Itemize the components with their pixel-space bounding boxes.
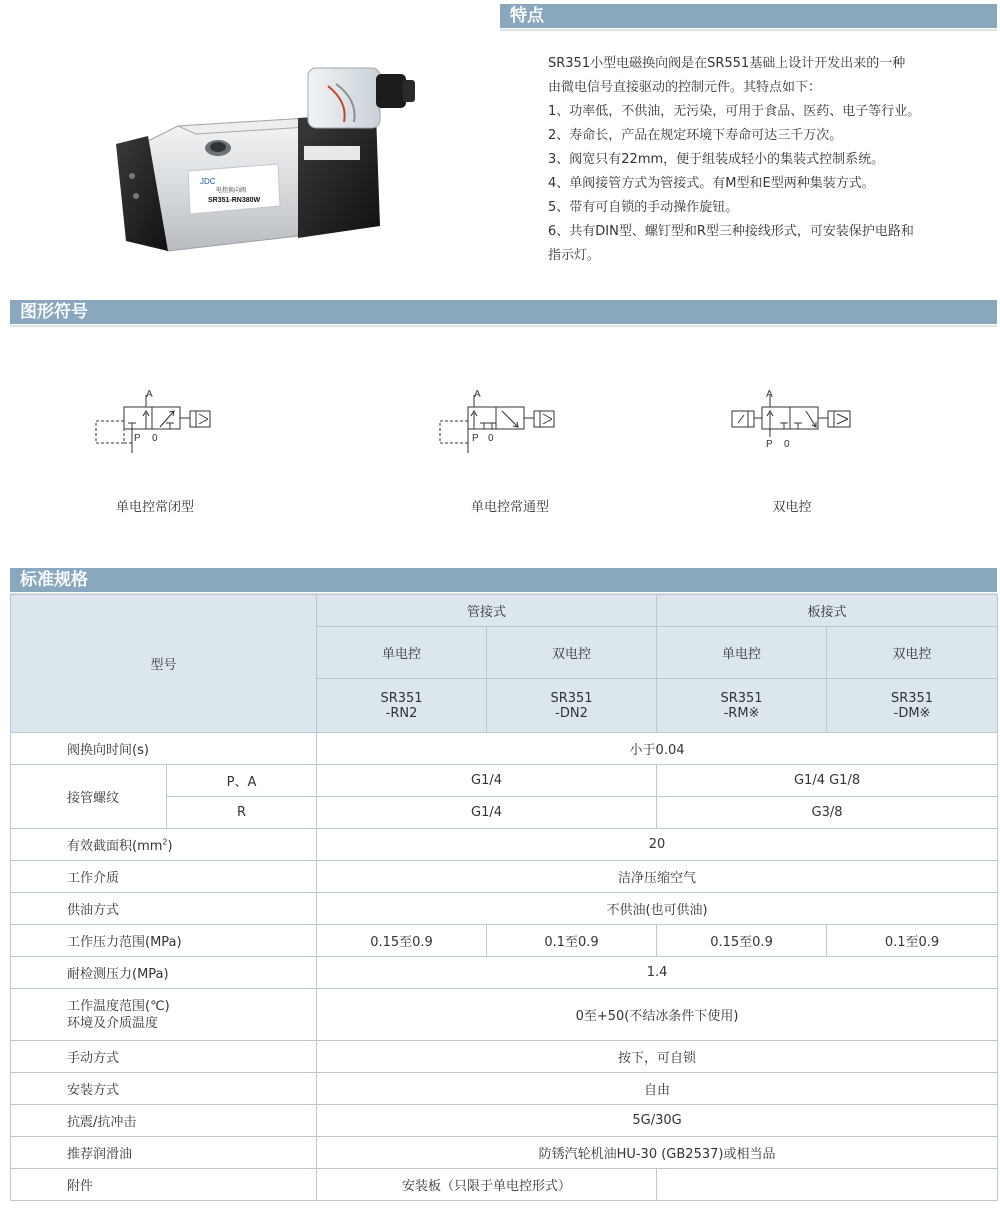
- row-value: G1/4: [317, 765, 657, 797]
- model-code: [487, 679, 657, 733]
- table-row: [11, 1041, 998, 1073]
- solenoid-valve-product-image: [108, 56, 428, 266]
- features-line: SR351小型电磁换向阀是在SR551基础上设计开发出来的一种: [548, 56, 906, 71]
- superscript: 2: [162, 837, 168, 847]
- features-line: 3、阀宽只有22mm，便于组装成轻小的集装式控制系统。: [548, 152, 885, 167]
- model-code-line: SR351: [380, 690, 423, 706]
- section-underline: [500, 29, 997, 31]
- row-label-line: 工作温度范围(℃): [67, 998, 170, 1014]
- table-row: [11, 765, 998, 797]
- row-label: 安装方式: [11, 1073, 317, 1105]
- row-value: 0.15至0.9: [657, 925, 827, 957]
- row-sublabel: P、A: [167, 765, 317, 797]
- valve-symbol-single-no: [432, 385, 572, 465]
- valve-symbol-single-nc: [88, 385, 228, 465]
- port-a-label: A: [146, 389, 153, 400]
- row-value: 洁净压缩空气: [317, 861, 998, 893]
- row-label: 接管螺纹: [11, 765, 167, 829]
- row-label: [11, 989, 317, 1041]
- model-code-line: -RN2: [385, 705, 418, 721]
- row-label: 手动方式: [11, 1041, 317, 1073]
- row-label: 抗震/抗冲击: [11, 1105, 317, 1137]
- sub-header: 单电控: [317, 627, 487, 679]
- table-row: [11, 733, 998, 765]
- table-row: [11, 925, 998, 957]
- section-title-spec: [10, 568, 997, 592]
- product-label-line1: 电控换向阀: [216, 188, 247, 194]
- row-value: 按下，可自锁: [317, 1041, 998, 1073]
- row-value: 自由: [317, 1073, 998, 1105]
- table-row: [11, 1169, 998, 1201]
- row-sublabel: R: [167, 797, 317, 829]
- row-value: 0.1至0.9: [827, 925, 998, 957]
- sub-header: 双电控: [827, 627, 998, 679]
- row-label-line: 环境及介质温度: [67, 1015, 159, 1031]
- table-row: [11, 829, 998, 861]
- port-p-label: P: [766, 439, 773, 450]
- group-header-pipe: 管接式: [317, 595, 657, 627]
- model-code-line: SR351: [550, 690, 593, 706]
- spec-table: [10, 594, 998, 1201]
- features-line: 4、单阀接管方式为管接式。有M型和E型两种集装方式。: [548, 176, 875, 191]
- features-line: 2、寿命长，产品在规定环境下寿命可达三千万次。: [548, 128, 843, 143]
- section-title-features: [500, 4, 997, 28]
- port-o-label: 0: [488, 433, 494, 444]
- row-value: G3/8: [657, 797, 998, 829]
- section-title-text: 标准规格: [20, 570, 88, 590]
- group-header-plate: 板接式: [657, 595, 998, 627]
- section-title-text: 图形符号: [20, 302, 88, 322]
- table-row: [11, 957, 998, 989]
- row-value: G1/4: [317, 797, 657, 829]
- row-value-empty: [657, 1169, 998, 1201]
- product-label-line2: SR351-RN380W: [208, 197, 261, 204]
- row-label-text: ): [167, 839, 173, 854]
- section-title-text: 特点: [510, 6, 544, 26]
- valve-symbol-double: [728, 385, 868, 465]
- symbol-label-double: 双电控: [772, 500, 812, 515]
- port-a-label: A: [474, 389, 481, 400]
- model-header: 型号: [11, 595, 317, 733]
- row-label-text: 有效截面积(mm: [67, 839, 163, 854]
- symbol-label-single-no: 单电控常通型: [470, 500, 549, 515]
- port-p-label: P: [134, 433, 141, 444]
- features-line: 5、带有可自锁的手动操作旋钮。: [548, 200, 739, 215]
- model-code: [657, 679, 827, 733]
- table-row: [11, 1137, 998, 1169]
- sub-header: 双电控: [487, 627, 657, 679]
- row-value: G1/4 G1/8: [657, 765, 998, 797]
- port-o-label: 0: [152, 433, 158, 444]
- row-value: 20: [317, 829, 998, 861]
- row-value: 0.1至0.9: [487, 925, 657, 957]
- model-code-line: -DN2: [555, 705, 588, 721]
- row-value: 安装板（只限于单电控形式）: [317, 1169, 657, 1201]
- brand-logo-text: JDC: [200, 177, 216, 186]
- model-code: [827, 679, 998, 733]
- table-row: [11, 989, 998, 1041]
- model-code: [317, 679, 487, 733]
- row-label: 工作介质: [11, 861, 317, 893]
- table-row: [11, 1105, 998, 1137]
- row-label: 阀换向时间(s): [11, 733, 317, 765]
- row-value: 防锈汽轮机油HU-30 (GB2537)或相当品: [317, 1137, 998, 1169]
- table-row: [11, 861, 998, 893]
- port-p-label: P: [472, 433, 479, 444]
- row-value: 小于0.04: [317, 733, 998, 765]
- table-row: [11, 1073, 998, 1105]
- row-label: 供油方式: [11, 893, 317, 925]
- port-a-label: A: [766, 389, 773, 400]
- model-code-line: SR351: [720, 690, 763, 706]
- port-o-label: 0: [784, 439, 790, 450]
- row-label: 推荐润滑油: [11, 1137, 317, 1169]
- features-line: 6、共有DIN型、螺钉型和R型三种接线形式，可安装保护电路和: [548, 224, 914, 239]
- row-value: 1.4: [317, 957, 998, 989]
- row-value: 不供油(也可供油): [317, 893, 998, 925]
- symbol-label-single-nc: 单电控常闭型: [115, 500, 194, 515]
- model-code-line: -RM※: [723, 705, 760, 721]
- row-value: 5G/30G: [317, 1105, 998, 1137]
- row-label: 耐检测压力(MPa): [11, 957, 317, 989]
- section-underline: [10, 325, 997, 327]
- row-label: [11, 829, 317, 861]
- features-line: 由微电信号直接驱动的控制元件。其特点如下：: [548, 80, 822, 95]
- row-label: 附件: [11, 1169, 317, 1201]
- row-label: 工作压力范围(MPa): [11, 925, 317, 957]
- row-value: 0至+50(不结冰条件下使用): [317, 989, 998, 1041]
- model-code-line: -DM※: [893, 705, 931, 721]
- section-title-symbols: [10, 300, 997, 324]
- features-line: 1、功率低，不供油，无污染，可用于食品、医药、电子等行业。: [548, 104, 921, 119]
- row-value: 0.15至0.9: [317, 925, 487, 957]
- features-line: 指示灯。: [548, 248, 601, 263]
- features-list: [548, 52, 988, 268]
- sub-header: 单电控: [657, 627, 827, 679]
- model-code-line: SR351: [890, 690, 934, 706]
- table-row: [11, 893, 998, 925]
